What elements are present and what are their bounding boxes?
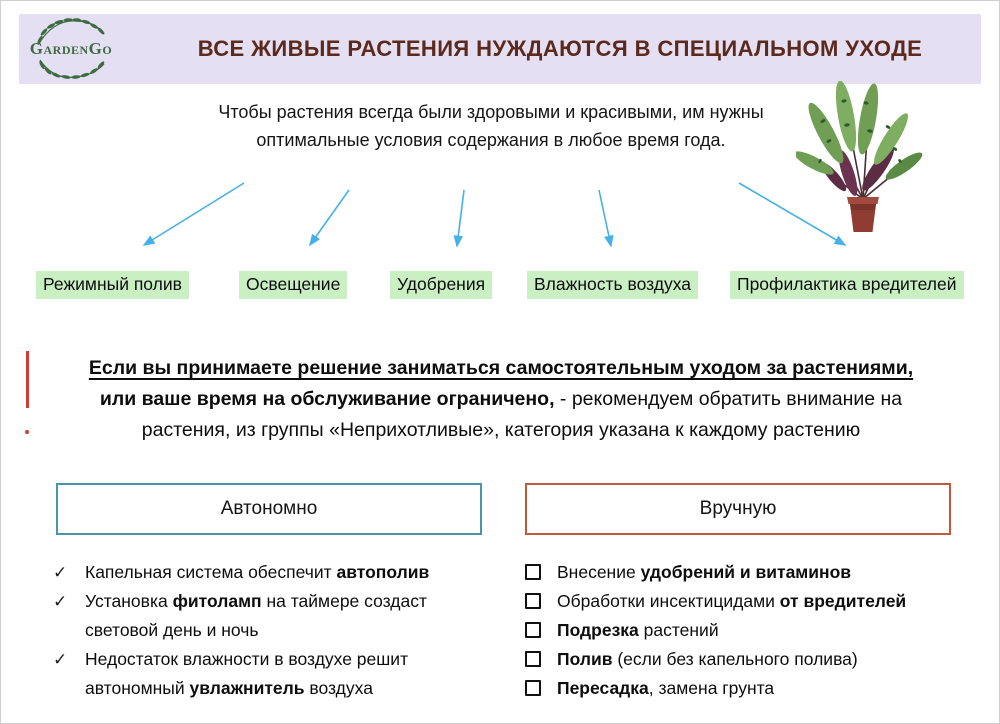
checkmark-icon: ✓ [53, 563, 68, 582]
header-banner [19, 14, 981, 84]
calathea-plant-icon [796, 81, 931, 236]
list-item-text: Полив (если без капельного полива) [557, 649, 858, 669]
intro-text [161, 98, 821, 154]
list-item-text: Установка фитоламп на таймере создаст световой день и ночь [85, 591, 427, 640]
list-item [525, 558, 965, 587]
checkbox-icon [525, 558, 557, 580]
checkbox-icon [525, 645, 557, 667]
list-item [525, 674, 965, 703]
care-label-humidity: Влажность воздуха [527, 271, 698, 299]
list-item [53, 645, 453, 703]
gardengo-logo [23, 15, 119, 83]
arrow-to-humidity [599, 190, 611, 246]
care-label-watering: Режимный полив [36, 271, 189, 299]
list-item-text: Внесение удобрений и витаминов [557, 562, 852, 582]
list-item [53, 587, 453, 645]
list-item-text: Подрезка растений [557, 620, 719, 640]
autonomous-box [56, 483, 482, 535]
list-item-text: Пересадка, замена грунта [557, 678, 775, 698]
arrow-to-light [310, 190, 349, 245]
checkbox-icon [525, 587, 557, 609]
plant-photo [796, 81, 931, 236]
checkmark-icon: ✓ [53, 592, 68, 611]
manual-box [525, 483, 951, 535]
list-item-text: Обработки инсектицидами от вредителей [557, 591, 907, 611]
arrow-to-watering [144, 183, 244, 245]
red-accent-dot [25, 430, 29, 434]
intro-line-2: оптимальные условия содержания в любое время года. [256, 130, 726, 150]
page-title: ВСЕ ЖИВЫЕ РАСТЕНИЯ НУЖДАЮТСЯ В СПЕЦИАЛЬНОМ УХОДЕ [197, 36, 923, 61]
checkbox-icon [525, 674, 557, 696]
advice-line-2-rest: - рекомендуем обратить внимание на [554, 388, 903, 410]
list-item [53, 558, 453, 587]
advice-line-1: Если вы принимаете решение заниматься самостоятельным уходом за растениями, [88, 357, 914, 379]
advice-paragraph [51, 353, 951, 446]
manual-box-title: Вручную [699, 498, 777, 519]
list-item [525, 616, 965, 645]
care-label-lighting: Освещение [239, 271, 347, 299]
intro-line-1: Чтобы растения всегда были здоровыми и красивыми, им нужны [218, 102, 764, 122]
checkbox-icon [525, 616, 557, 638]
advice-line-3: растения, из группы «Неприхотливые», категория указана к каждому растению [141, 419, 861, 441]
list-item [525, 587, 965, 616]
advice-line-2-bold: или ваше время на обслуживание ограничено, [99, 388, 555, 410]
red-accent-bar [26, 351, 29, 408]
care-label-fertilizer: Удобрения [390, 271, 492, 299]
autonomous-box-title: Автономно [220, 498, 318, 519]
autonomous-list [53, 558, 453, 703]
arrow-to-fertilizer [457, 190, 464, 246]
list-item-text: Капельная система обеспечит автополив [85, 562, 430, 582]
list-item-text: Недостаток влажности в воздухе решит автономный увлажнитель воздуха [85, 649, 409, 698]
manual-list [525, 558, 965, 703]
logo-wordmark: GardenGo [29, 39, 113, 58]
checkmark-icon: ✓ [53, 650, 68, 669]
care-label-pests: Профилактика вредителей [730, 271, 964, 299]
list-item [525, 645, 965, 674]
